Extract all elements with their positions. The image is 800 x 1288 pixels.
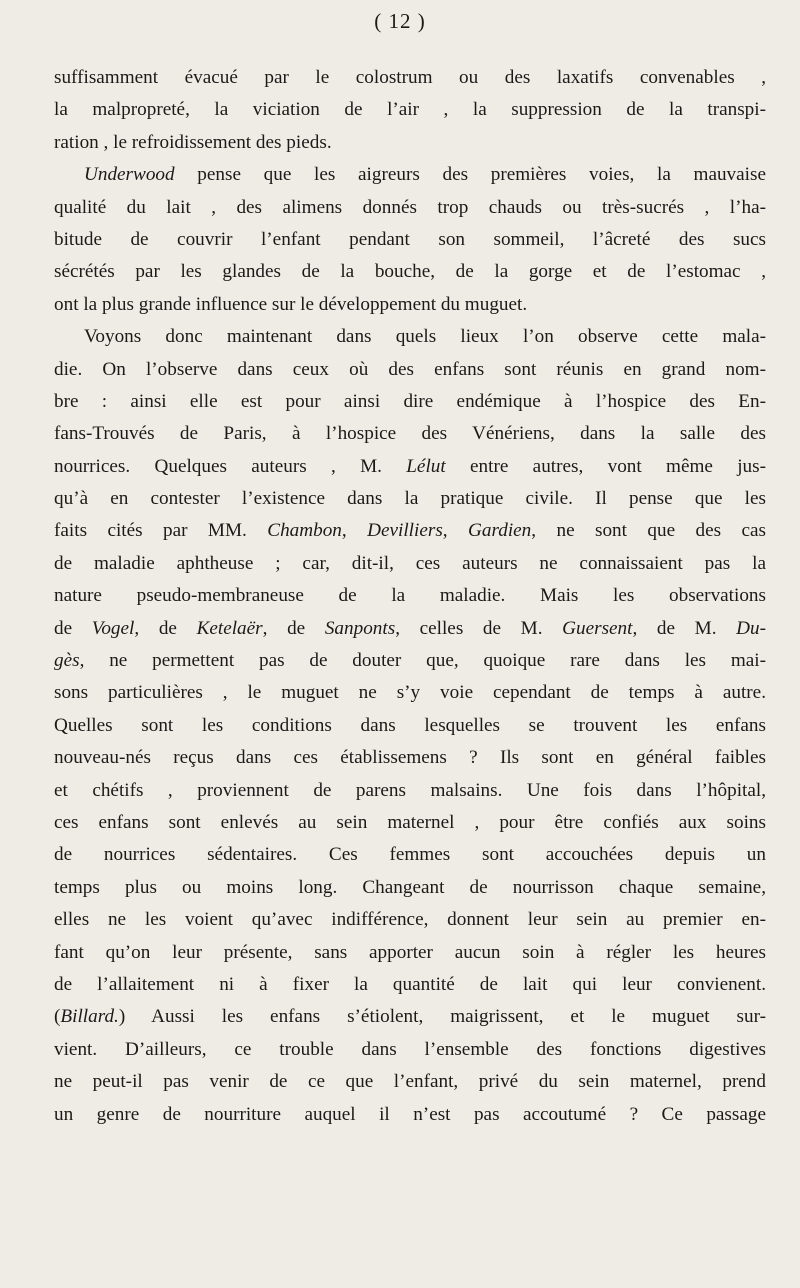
text-line: de maladie aphtheuse ; car, dit-il, ces auteurs ne connaissaient pas la [54, 552, 766, 574]
text-line: Underwood pense que les aigreurs des premières voies, la mauvaise [84, 164, 766, 186]
italic-name: Devilliers [367, 520, 443, 542]
text-line: vient. D’ailleurs, ce trouble dans l’ensemble des fonctions digestives [54, 1038, 766, 1060]
italic-name: Sanponts [324, 617, 396, 639]
text-line: la malpropreté, la viciation de l’air , la suppression de la transpi- [54, 99, 766, 121]
text-line: nature pseudo-membraneuse de la maladie. Mais les observations [54, 585, 766, 607]
text-line: nourrices. Quelques auteurs , M. Lélut entre autres, vont même jus- [54, 455, 766, 477]
text-line: gès, ne permettent pas de douter que, quoique rare dans les mai- [54, 650, 766, 672]
text-line: sécrétés par les glandes de la bouche, de la gorge et de l’estomac , [54, 261, 766, 283]
text-line: Voyons donc maintenant dans quels lieux l’on observe cette mala- [84, 326, 766, 348]
text-line: ces enfans sont enlevés au sein maternel , pour être confiés aux soins [54, 811, 766, 833]
text-line: elles ne les voient qu’avec indifférence, donnent leur sein au premier en- [54, 909, 766, 931]
text-line: de l’allaitement ni à fixer la quantité de lait qui leur convienent. [54, 973, 766, 995]
text-line: bre : ainsi elle est pour ainsi dire endémique à l’hospice des En- [54, 390, 766, 412]
italic-name: Gardien [468, 520, 532, 542]
text-line: qualité du lait , des alimens donnés trop chauds ou très-sucrés , l’ha- [54, 196, 766, 218]
text-line: et chétifs , proviennent de parens malsains. Une fois dans l’hôpital, [54, 779, 766, 801]
text-line: de nourrices sédentaires. Ces femmes sont accouchées depuis un [54, 844, 766, 866]
italic-name: Vogel [91, 617, 135, 639]
text-line: Quelles sont les conditions dans lesquelles se trouvent les enfans [54, 714, 766, 736]
text-line: ne peut-il pas venir de ce que l’enfant, privé du sein maternel, prend [54, 1071, 766, 1093]
text-line: ration , le refroidissement des pieds. [54, 131, 332, 153]
body-text [54, 62, 766, 1131]
text-line: faits cités par MM. Chambon, Devilliers, Gardien, ne sont que des cas [54, 520, 767, 542]
text-line: de Vogel, de Ketelaër, de Sanponts, celles de M. Guersent, de M. Du- [54, 617, 766, 639]
text-line: un genre de nourriture auquel il n’est pas accoutumé ? Ce passage [54, 1103, 766, 1125]
italic-name: Du- [736, 617, 766, 639]
italic-name: Billard. [60, 1006, 119, 1028]
italic-name: Chambon [267, 520, 342, 542]
text-line: fant qu’on leur présente, sans apporter aucun soin à régler les heures [54, 941, 766, 963]
text-line: die. On l’observe dans ceux où des enfans sont réunis en grand nom- [54, 358, 766, 380]
text-line: sons particulières , le muguet ne s’y voie cependant de temps à autre. [54, 682, 766, 704]
text-line: (Billard.) Aussi les enfans s’étiolent, maigrissent, et le muguet sur- [54, 1006, 766, 1028]
italic-name: Underwood [84, 164, 175, 186]
page-number: ( 12 ) [374, 9, 426, 33]
text-line: temps plus ou moins long. Changeant de nourrisson chaque semaine, [54, 876, 766, 898]
italic-name: Lélut [406, 455, 446, 477]
italic-name: gès [54, 650, 80, 672]
italic-name: Ketelaër [196, 617, 263, 639]
text-line: bitude de couvrir l’enfant pendant son sommeil, l’âcreté des sucs [54, 228, 766, 250]
text-line: fans-Trouvés de Paris, à l’hospice des Vénériens, dans la salle des [54, 423, 766, 445]
text-line: nouveau-nés reçus dans ces établissemens ? Ils sont en général faibles [54, 747, 766, 769]
text-line: qu’à en contester l’existence dans la pratique civile. Il pense que les [54, 488, 766, 510]
text-line: ont la plus grande influence sur le développement du muguet. [54, 293, 528, 315]
italic-name: Guersent [562, 617, 633, 639]
text-line: suffisamment évacué par le colostrum ou des laxatifs convenables , [54, 67, 766, 88]
